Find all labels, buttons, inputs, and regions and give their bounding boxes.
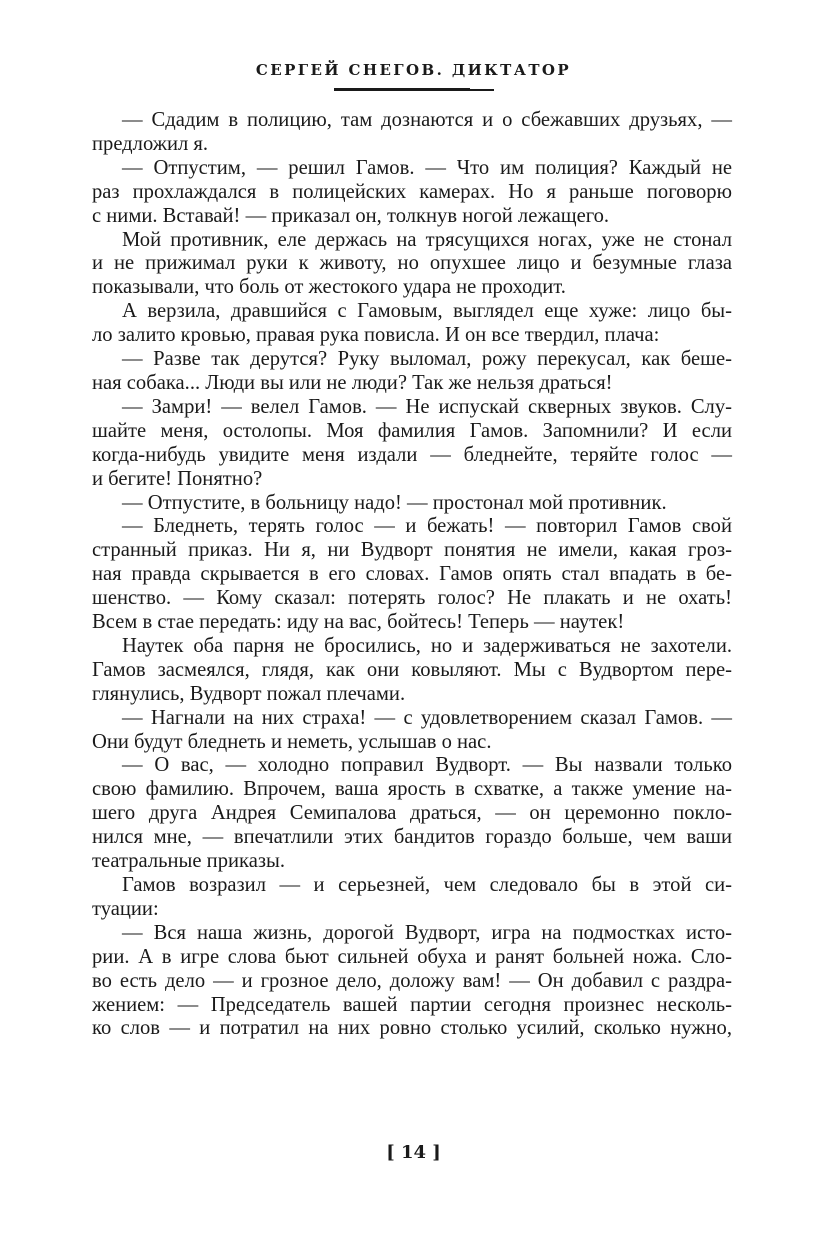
text-line: Гамов возразил — и серьезней, чем следовало бы в этой си- bbox=[122, 874, 732, 896]
running-title: СЕРГЕЙ СНЕГОВ. ДИКТАТОР bbox=[255, 61, 572, 79]
text-line: жением: — Председатель вашей партии сегодня произнес несколь- bbox=[92, 993, 732, 1016]
text-line: ко слов — и потратил на них ровно столько усилий, сколько нужно, bbox=[92, 1017, 732, 1040]
text-line: Мой противник, еле держась на трясущихся ногах, уже не стонал bbox=[122, 228, 732, 251]
text-line: ло залито кровью, правая рука повисла. И он все твердил, плача: bbox=[92, 324, 660, 347]
text-line: шего друга Андрея Семипалова драться, — он церемонно покло- bbox=[92, 802, 732, 825]
text-line: — Вся наша жизнь, дорогой Вудворт, игра на подмостках исто- bbox=[122, 921, 732, 944]
header-rule-thick bbox=[334, 88, 470, 91]
text-line: Они будут бледнеть и неметь, услышав о нас. bbox=[92, 730, 492, 753]
text-line: раз прохлаждался в полицейских камерах. Но я раньше поговорю bbox=[92, 180, 732, 203]
text-line: ная правда скрывается в его словах. Гамов опять стал впадать в бе- bbox=[92, 563, 732, 586]
header-rule bbox=[334, 89, 494, 91]
page-number: [ 14 ] bbox=[386, 1142, 441, 1163]
text-line: Гамов засмеялся, глядя, как они ковыляют. Мы с Вудвортом пере- bbox=[92, 658, 732, 681]
text-line: — О вас, — холодно поправил Вудворт. — Вы назвали только bbox=[122, 754, 732, 777]
text-line: рии. А в игре слова бьют сильней обуха и ранят больней ножа. Сло- bbox=[92, 945, 732, 968]
text-line: — Отпустите, в больницу надо! — простонал мой противник. bbox=[122, 491, 667, 514]
text-line: — Отпустим, — решил Гамов. — Что им полиция? Каждый не bbox=[122, 156, 732, 179]
text-line: Наутек оба парня не бросились, но и задерживаться не захотели. bbox=[122, 634, 732, 657]
text-line: — Сдадим в полицию, там дознаются и о сбежавших друзьях, — bbox=[122, 109, 732, 131]
text-line: шенство. — Кому сказал: потерять голос? Не плакать и не охать! bbox=[92, 587, 732, 610]
text-line: театральные приказы. bbox=[92, 850, 285, 873]
text-line: с ними. Вставай! — приказал он, толкнув ногой лежащего. bbox=[92, 204, 610, 227]
text-line: А верзила, дравшийся с Гамовым, выглядел еще хуже: лицо бы- bbox=[122, 300, 732, 323]
text-line: нился мне, — впечатлили этих бандитов гораздо больше, чем ваши bbox=[92, 826, 732, 849]
text-line: Всем в стае передать: иду на вас, бойтесь! Теперь — наутек! bbox=[92, 611, 625, 634]
text-line: — Замри! — велел Гамов. — Не испускай скверных звуков. Слу- bbox=[122, 395, 732, 418]
text-line: и бегите! Понятно? bbox=[92, 467, 263, 490]
text-line: туации: bbox=[92, 897, 159, 920]
text-line: предложил я. bbox=[92, 132, 209, 155]
body-text bbox=[92, 109, 732, 1041]
text-line: показывали, что боль от жестокого удара не проходит. bbox=[92, 276, 566, 299]
text-line: — Разве так дерутся? Руку выломал, рожу перекусал, как беше- bbox=[122, 348, 732, 371]
text-line: и не прижимал руки к животу, но опухшее лицо и безумные глаза bbox=[92, 252, 732, 275]
running-header bbox=[0, 60, 827, 79]
text-line: — Нагнали на них страха! — с удовлетворением сказал Гамов. — bbox=[122, 706, 732, 729]
text-line: во есть дело — и грозное дело, доложу вам! — Он добавил с раздра- bbox=[92, 969, 732, 992]
text-line: странный приказ. Ни я, ни Вудворт понятия не имели, какая гроз- bbox=[92, 539, 732, 562]
text-line: — Бледнеть, терять голос — и бежать! — повторил Гамов свой bbox=[122, 515, 732, 538]
text-line: свою фамилию. Впрочем, ваша ярость в схватке, а также умение на- bbox=[92, 778, 732, 801]
text-line: шайте меня, остолопы. Моя фамилия Гамов. Запомнили? И если bbox=[92, 419, 732, 442]
text-line: ная собака... Люди вы или не люди? Так же нельзя драться! bbox=[92, 371, 613, 394]
text-line: когда-нибудь увидите меня издали — бледнейте, теряйте голос — bbox=[92, 443, 732, 466]
text-line: глянулись, Вудворт пожал плечами. bbox=[92, 682, 406, 705]
